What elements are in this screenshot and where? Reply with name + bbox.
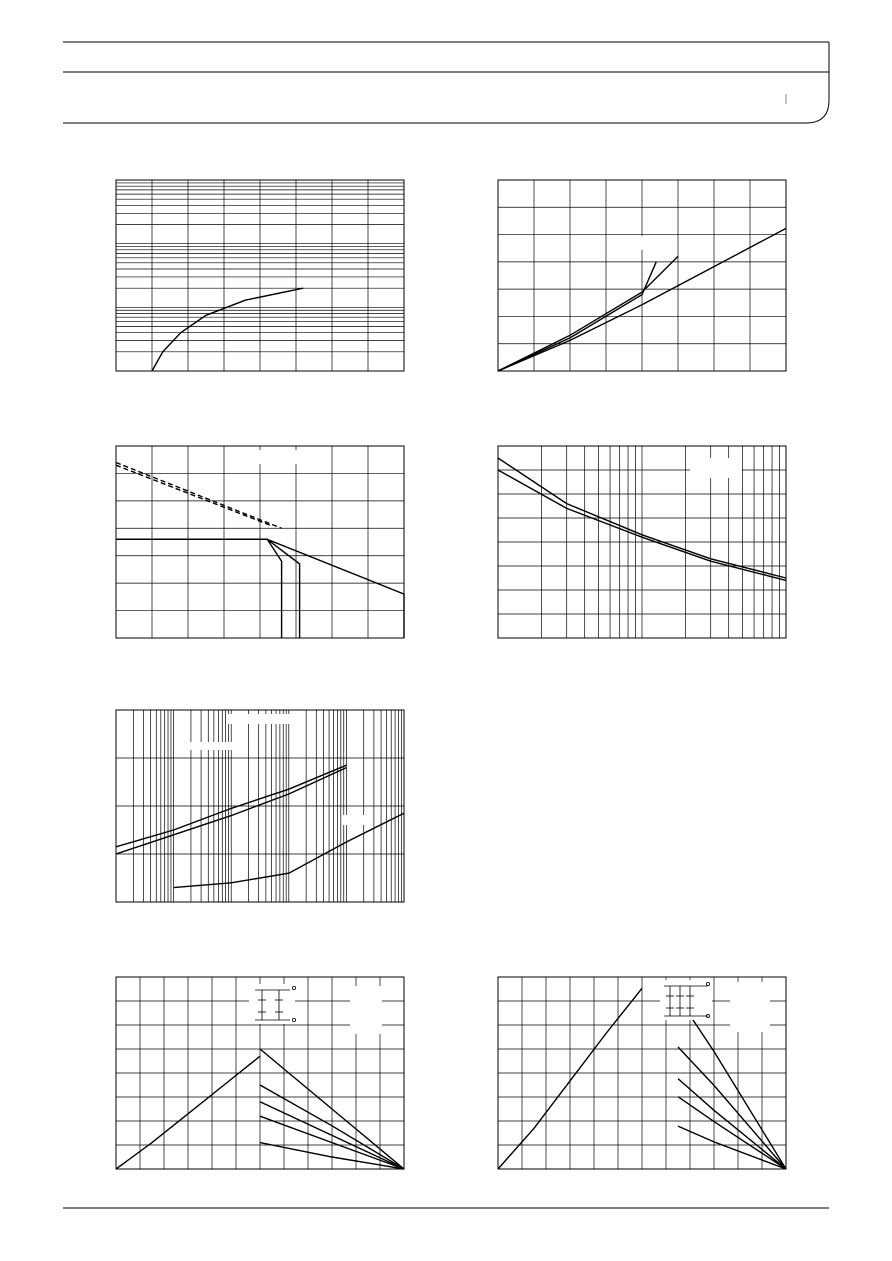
page-header — [63, 42, 829, 123]
header-tab-outline — [63, 42, 829, 123]
graph-label-area-7 — [350, 986, 382, 1034]
graph-label-area-5 — [184, 742, 238, 750]
graph-label-area-1 — [258, 450, 298, 464]
graph-label-area-8 — [730, 982, 770, 1032]
circuit-inset-right — [660, 980, 712, 1020]
graph-label-area-4 — [228, 714, 290, 724]
graph-4-grid — [498, 446, 786, 638]
graph-label-area-6 — [342, 815, 370, 825]
circuit-inset-left — [249, 984, 296, 1024]
graph-panel — [116, 180, 786, 1169]
graph-label-area-3 — [690, 458, 742, 478]
graph-label-area-2 — [620, 236, 656, 250]
